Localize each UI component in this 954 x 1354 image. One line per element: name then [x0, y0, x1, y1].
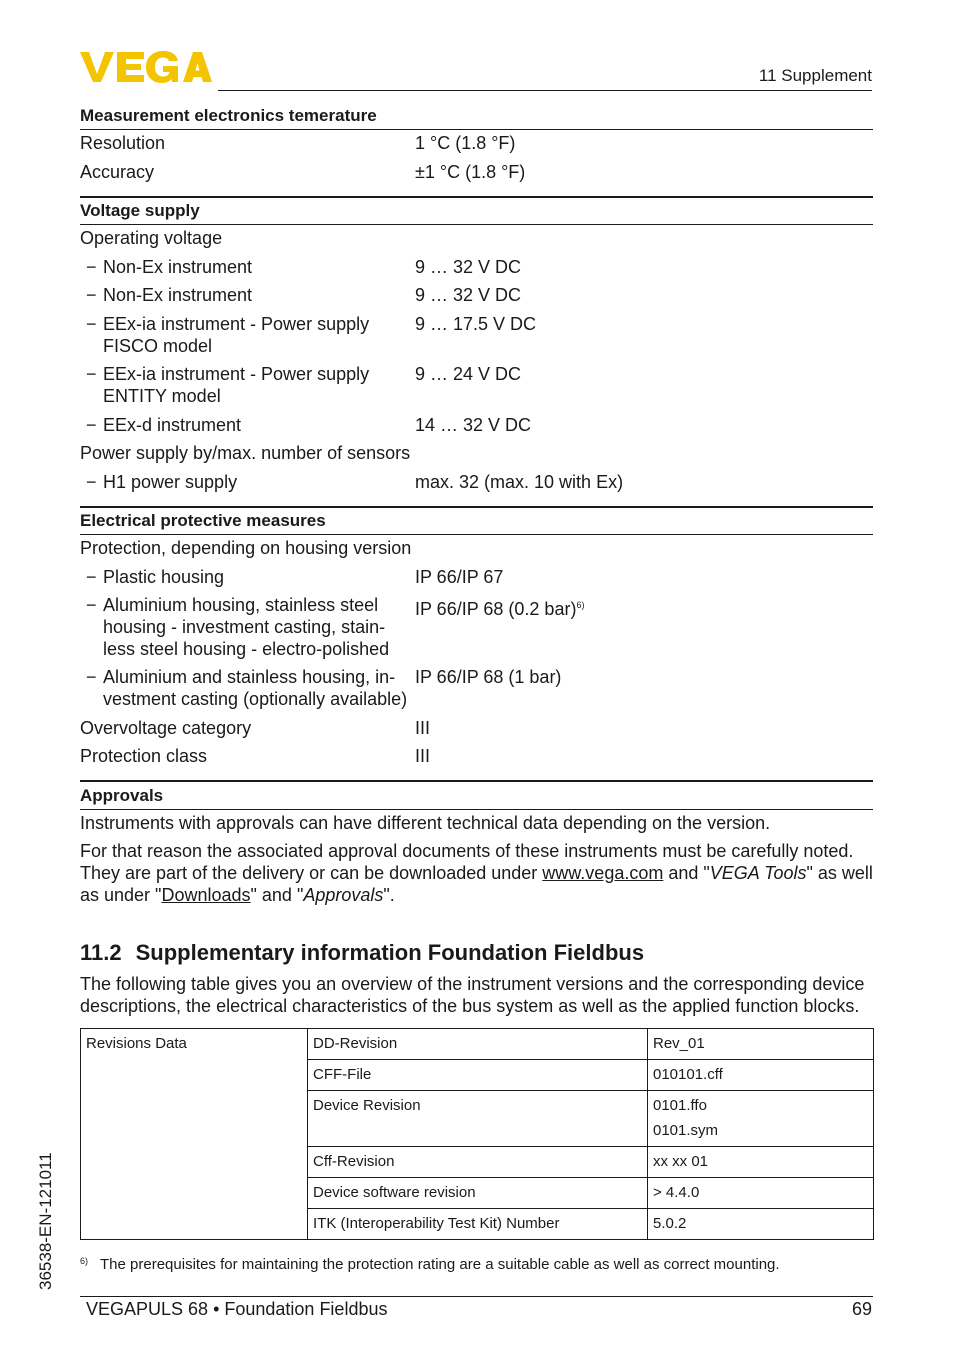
- table-value-cell: [648, 1091, 874, 1147]
- voltage-item-label: EEx-ia instrument - Power supply: [103, 364, 370, 384]
- power-supply-label: Power supply by/max. number of sensors: [80, 443, 411, 463]
- approvals-top-rule: [80, 780, 873, 782]
- protection-item-value: IP 66/IP 68 (1 bar): [415, 667, 562, 687]
- overvoltage-label: Overvoltage category: [80, 718, 252, 738]
- approvals-text: ".: [383, 885, 395, 905]
- electrical-top-rule: [80, 506, 873, 508]
- voltage-item-label: EEx-ia instrument - Power supply: [103, 314, 370, 334]
- table-key-cell: Device Revision: [308, 1091, 648, 1147]
- protection-class-value: III: [415, 746, 431, 766]
- voltage-item-value: 14 … 32 V DC: [415, 415, 532, 435]
- voltage-top-rule: [80, 196, 873, 198]
- protection-item-label: Aluminium and stainless housing, in-: [103, 667, 396, 687]
- table-key-cell: Cff-Revision: [308, 1147, 648, 1178]
- voltage-title: Voltage supply: [80, 201, 200, 220]
- approvals-title: Approvals: [80, 786, 164, 805]
- dash-mark: −: [86, 567, 97, 587]
- approvals-text: " as well as under ": [80, 863, 873, 905]
- document-code: 36538-EN-121011: [36, 1152, 55, 1290]
- section-number: 11.2: [80, 940, 122, 965]
- protection-item-value: [415, 594, 584, 620]
- footnote-mark: 6): [80, 1256, 89, 1266]
- h1-label: H1 power supply: [103, 472, 238, 492]
- h1-value: max. 32 (max. 10 with Ex): [415, 472, 624, 492]
- table-value-cell: > 4.4.0: [648, 1178, 874, 1209]
- table-key-cell: ITK (Interoperability Test Kit) Number: [308, 1209, 648, 1240]
- electrical-title: Electrical protective measures: [80, 511, 326, 530]
- footnote-ref: 6): [576, 600, 585, 610]
- footer-rule: [80, 1296, 873, 1297]
- voltage-rule: [80, 224, 873, 225]
- voltage-item-value: 9 … 32 V DC: [415, 285, 522, 305]
- protection-value-text: IP 66/IP 68 (0.2 bar): [415, 599, 577, 619]
- approvals-text: and ": [663, 863, 710, 883]
- page-number: 69: [851, 1299, 872, 1319]
- table-value-cell: xx xx 01: [648, 1147, 874, 1178]
- dash-mark: −: [86, 314, 97, 334]
- dash-mark: −: [86, 415, 97, 435]
- protection-label: Protection, depending on housing version: [80, 538, 412, 558]
- table-value-line: 0101.ffo: [653, 1097, 707, 1114]
- voltage-item-label-line2: FISCO model: [103, 336, 213, 356]
- table-key-cell: Device software revision: [308, 1178, 648, 1209]
- voltage-item-value: 9 … 32 V DC: [415, 257, 522, 277]
- approvals-text: For that reason the associated approval documents of these instruments must be carefully noted. They are part of the delivery or can be downloaded under: [80, 841, 854, 883]
- meas-temp-title: Measurement electronics temerature: [80, 106, 377, 125]
- resolution-label: Resolution: [80, 133, 166, 153]
- footnote-text: The prerequisites for maintaining the protection rating are a suitable cable as well as correct mounting.: [100, 1256, 780, 1273]
- voltage-item-value: 9 … 17.5 V DC: [415, 314, 537, 334]
- vega-website-link[interactable]: www.vega.com: [542, 863, 664, 883]
- footnote: [80, 1256, 780, 1273]
- approvals-paragraph-2: [80, 840, 875, 906]
- protection-item-label: Plastic housing: [103, 567, 225, 587]
- protection-item-label-line2: vestment casting (optionally available): [103, 689, 408, 709]
- resolution-value: 1 °C (1.8 °F): [415, 133, 516, 153]
- foundation-fieldbus-table: [80, 1028, 874, 1240]
- voltage-item-label: Non-Ex instrument: [103, 257, 253, 277]
- protection-class-label: Protection class: [80, 746, 208, 766]
- dash-mark: −: [86, 472, 97, 492]
- approvals-text: " and ": [250, 885, 304, 905]
- protection-item-label: Aluminium housing, stainless steel: [103, 595, 379, 615]
- downloads-link[interactable]: Downloads: [161, 885, 251, 905]
- protection-item-value: IP 66/IP 67: [415, 567, 504, 587]
- approvals-paragraph-1: Instruments with approvals can have different technical data depending on the version.: [80, 813, 771, 833]
- voltage-item-label-line2: ENTITY model: [103, 386, 221, 406]
- dash-mark: −: [86, 285, 97, 305]
- table-value-line: 0101.sym: [653, 1122, 719, 1139]
- protection-item-label-line3: less steel housing - electro-polished: [103, 639, 390, 659]
- table-key-cell: DD-Revision: [308, 1029, 648, 1060]
- table-key-cell: CFF-File: [308, 1060, 648, 1091]
- protection-item-label-line2: housing - investment casting, stain-: [103, 617, 386, 637]
- table-value-cell: 5.0.2: [648, 1209, 874, 1240]
- vega-tools-text: VEGA Tools: [709, 863, 807, 883]
- voltage-item-value: 9 … 24 V DC: [415, 364, 522, 384]
- table-value-cell: 010101.cff: [648, 1060, 874, 1091]
- meas-temp-rule: [80, 129, 873, 130]
- table-row: [81, 1029, 874, 1060]
- table-value-cell: Rev_01: [648, 1029, 874, 1060]
- dash-mark: −: [86, 257, 97, 277]
- section-heading: [80, 940, 644, 966]
- accuracy-value: ±1 °C (1.8 °F): [415, 162, 526, 182]
- dash-mark: −: [86, 364, 97, 384]
- footer-title: VEGAPULS 68 • Foundation Fieldbus: [86, 1299, 388, 1319]
- electrical-rule: [80, 534, 873, 535]
- voltage-item-label: Non-Ex instrument: [103, 285, 253, 305]
- table-group-cell: Revisions Data: [81, 1029, 308, 1240]
- section-intro: The following table gives you an overview of the instrument versions and the corresponding device descriptions, the electrical characteristics of the bus system as well as the applied function blocks.: [80, 974, 865, 1016]
- header-rule: [218, 90, 872, 91]
- overvoltage-value: III: [415, 718, 431, 738]
- vega-logo: [80, 50, 212, 84]
- accuracy-label: Accuracy: [80, 162, 155, 182]
- voltage-item-label: EEx-d instrument: [103, 415, 242, 435]
- header-section-title: 11 Supplement: [758, 66, 872, 85]
- approvals-word: Approvals: [303, 885, 384, 905]
- section-title: Supplementary information Foundation Fieldbus: [135, 940, 645, 965]
- dash-mark: −: [86, 595, 97, 615]
- approvals-rule: [80, 809, 873, 810]
- operating-voltage-label: Operating voltage: [80, 228, 223, 248]
- dash-mark: −: [86, 667, 97, 687]
